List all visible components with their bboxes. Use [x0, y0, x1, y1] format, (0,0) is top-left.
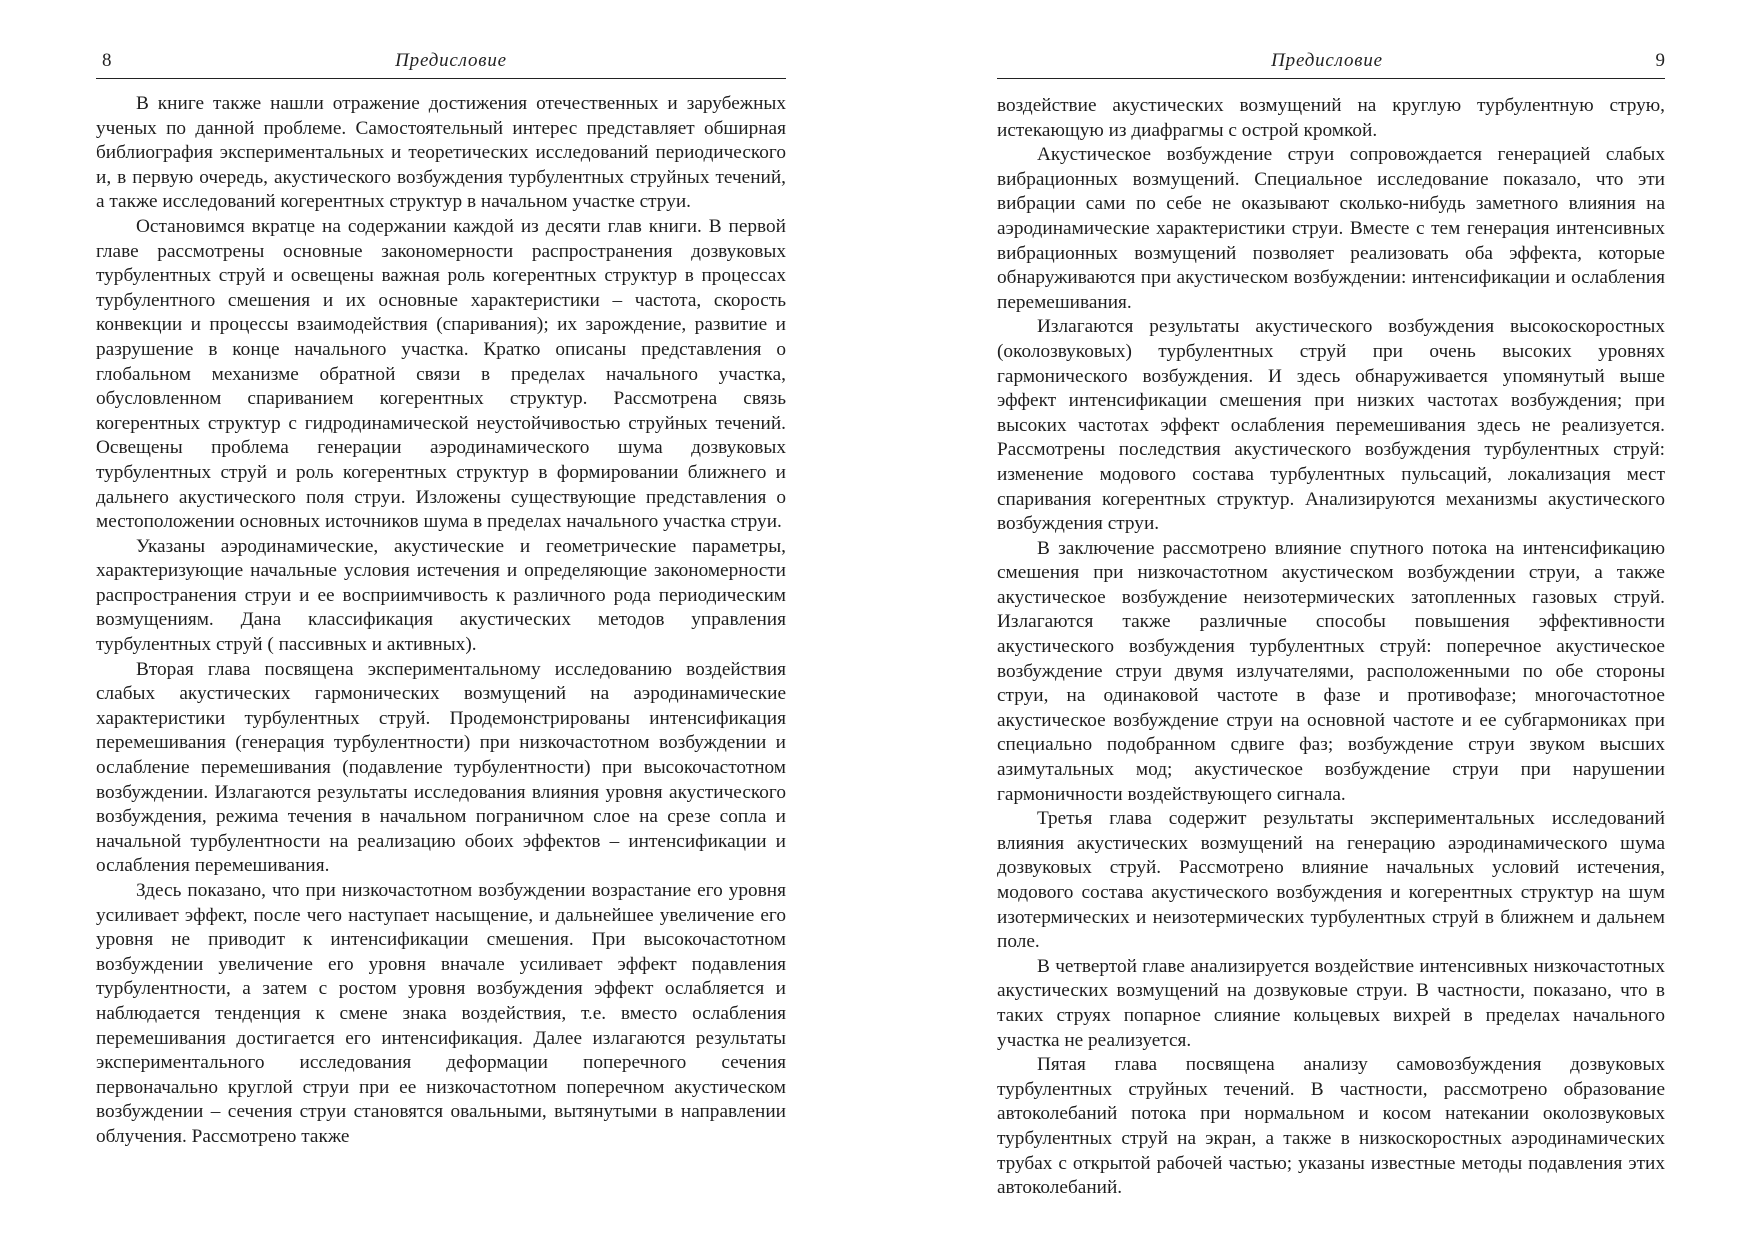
paragraph: В книге также нашли отражение достижения отечественных и зарубежных ученых по данной проблеме. Самостоятельный интерес представляет обширная библиография экспериментальных и теоретических исследований периодического и, в первую очередь, акустического возбуждения турбулентных струйных течений, а также исследований когерентных структур в начальном участке струи.	[96, 93, 786, 213]
left-page-body	[96, 92, 786, 1150]
right-page-body	[997, 94, 1665, 1201]
paragraph: Акустическое возбуждение струи сопровождается генерацией слабых вибрационных возмущений. Специальное исследование показало, что эти вибрации сами по себе не оказывают сколько-нибудь заметного влияния на аэродинамические характеристики струи. Вместе с тем генерация интенсивных вибрационных возмущений позволяет реализовать оба эффекта, которые обнаруживаются при акустическом возбуждении: интенсификации и ослабления перемешивания.	[997, 144, 1665, 313]
paragraph: Вторая глава посвящена экспериментальному исследованию воздействия слабых акустических гармонических возмущений на аэродинамические характеристики турбулентных струй. Продемонстрированы интенсификация перемешивания (генерация турбулентности) при низкочастотном возбуждении и ослабление перемешивания (подавление турбулентности) при высокочастотном возбуждении. Излагаются результаты исследования влияния уровня акустического возбуждения, режима течения в начальном пограничном слое на срезе сопла и начальной турбулентности на реализацию обоих эффектов – интенсификации и ослабления перемешивания.	[96, 658, 786, 877]
paragraph: В заключение рассмотрено влияние спутного потока на интенсификацию смешения при низкочастотном акустическом возбуждении струи, а также акустическое возбуждение неизотермических затопленных газовых струй. Излагаются также различные способы повышения эффективности акустического возбуждения турбулентных струй: поперечное акустическое возбуждение струи двумя излучателями, расположенными по обе стороны струи, на одинаковой частоте в фазе и противофазе; многочастотное акустическое возбуждение струи на основной частоте и ее субгармониках при специально подобранном сдвиге фаз; возбуждение струи звуком высших азимутальных мод; акустическое возбуждение струи при нарушении гармоничности воздействующего сигнала.	[997, 537, 1665, 805]
right-page-number: 9	[1655, 50, 1665, 71]
paragraph: Указаны аэродинамические, акустические и геометрические параметры, характеризующие начальные условия истечения и определяющие закономерности распространения струи и ее восприимчивость к различного рода периодическим возмущениям. Дана классификация акустических методов управления турбулентных струй ( пассивных и активных).	[96, 535, 786, 656]
paragraph-continued: воздействие акустических возмущений на круглую турбулентную струю, истекающую из диафрагмы с острой кромкой.	[997, 95, 1665, 141]
right-page-header	[997, 50, 1665, 79]
paragraph: Пятая глава посвящена анализу самовозбуждения дозвуковых турбулентных струйных течений. В частности, рассмотрено образование автоколебаний потока при нормальном и косом натекании околозвуковых турбулентных струй на экран, а также в низкоскоростных аэродинамических трубах с открытой рабочей частью; указаны известные методы подавления этих автоколебаний.	[997, 1054, 1665, 1199]
left-running-title: Предисловие	[395, 50, 507, 71]
right-page	[997, 0, 1665, 1241]
right-running-title: Предисловие	[1271, 50, 1383, 71]
left-page	[96, 0, 786, 1241]
left-page-number: 8	[102, 50, 112, 71]
paragraph: Третья глава содержит результаты экспериментальных исследований влияния акустических возмущений на генерацию аэродинамического шума дозвуковых струй. Рассмотрено влияние начальных условий истечения, модового состава акустического возбуждения и когерентных структур на шум изотермических и неизотермических турбулентных струй в ближнем и дальнем поле.	[997, 808, 1665, 953]
paragraph: Здесь показано, что при низкочастотном возбуждении возрастание его уровня усиливает эффект, после чего наступает насыщение, и дальнейшее увеличение его уровня не приводит к интенсификации смешения. При высокочастотном возбуждении увеличение его уровня вначале усиливает эффект подавления турбулентности, а затем с ростом уровня возбуждения эффект ослабляется и наблюдается тенденция к смене знака воздействия, т.е. вместо ослабления перемешивания достигается его интенсификация. Далее излагаются результаты экспериментального исследования деформации поперечного сечения первоначально круглой струи при ее низкочастотном поперечном акустическом возбуждении – сечения струи становятся овальными, вытянутыми в направлении облучения. Рассмотрено также	[96, 880, 786, 1147]
paragraph: Излагаются результаты акустического возбуждения высокоскоростных (околозвуковых) турбулентных струй при очень высоких уровнях гармонического возбуждения. И здесь обнаруживается упомянутый выше эффект интенсификации смешения при низких частотах возбуждения; при высоких частотах эффект ослабления перемешивания здесь не реализуется. Рассмотрены последствия акустического возбуждения турбулентных струй: изменение модового состава турбулентных пульсаций, локализация мест спаривания когерентных структур. Анализируются механизмы акустического возбуждения струи.	[997, 316, 1665, 535]
left-page-header	[96, 50, 786, 79]
paragraph: В четвертой главе анализируется воздействие интенсивных низкочастотных акустических возмущений на дозвуковые струи. В частности, показано, что в таких струях попарное слияние кольцевых вихрей в пределах начального участка не реализуется.	[997, 955, 1665, 1051]
paragraph: Остановимся вкратце на содержании каждой из десяти глав книги. В первой главе рассмотрены основные закономерности распространения дозвуковых турбулентных струй и освещены важная роль когерентных структур в процессах турбулентного смешения и их основные характеристики – частота, скорость конвекции и процессы взаимодействия (спаривания); их зарождение, развитие и разрушение в конце начального участка. Кратко описаны представления о глобальном механизме обратной связи в пределах начального участка, обусловленном спариванием когерентных структур. Рассмотрена связь когерентных структур с гидродинамической неустойчивостью струйных течений. Освещены проблема генерации аэродинамического шума дозвуковых турбулентных струй и роль когерентных структур в формировании ближнего и дальнего акустического поля струи. Изложены существующие представления о местоположении основных источников шума в пределах начального участка струи.	[96, 215, 786, 533]
